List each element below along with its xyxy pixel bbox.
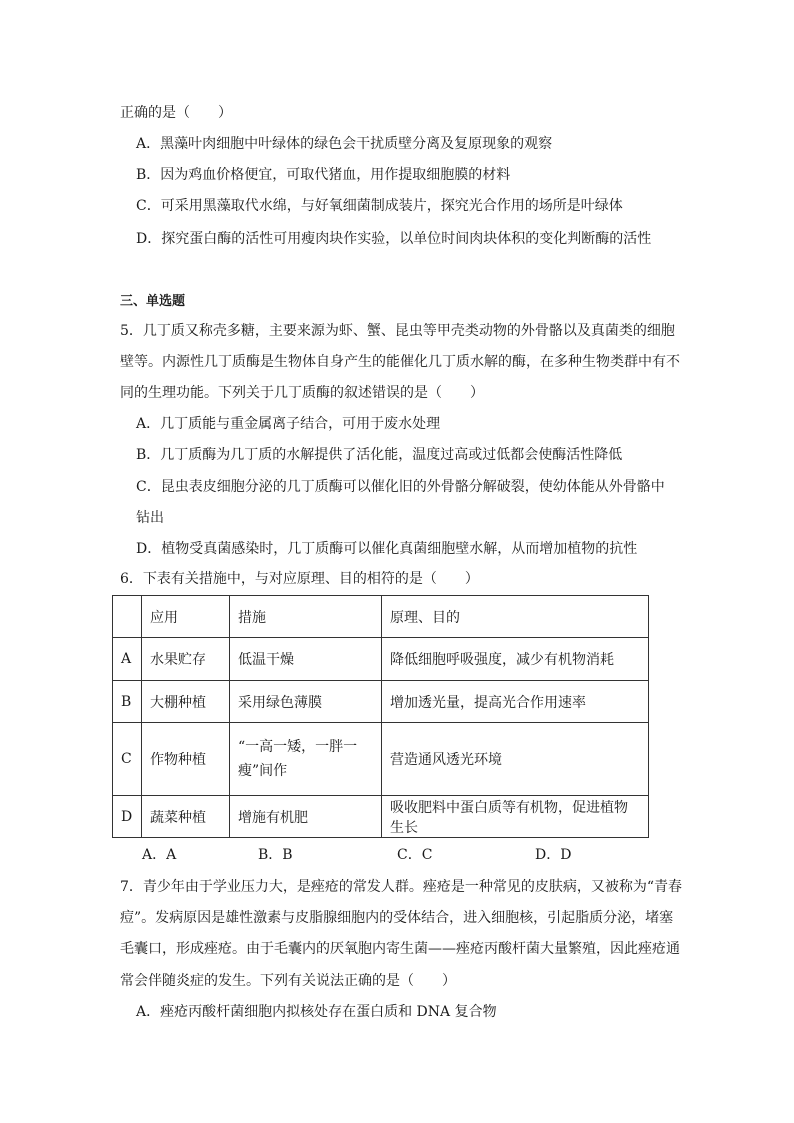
- q4-option-c: C．可采用黑藻取代水绵，与好氧细菌制成装片，探究光合作用的场所是叶绿体: [136, 198, 623, 214]
- q5-option-d: D．植物受真菌感染时，几丁质酶可以催化真菌细胞壁水解，从而增加植物的抗性: [136, 541, 638, 557]
- table-row: [113, 681, 649, 723]
- table-cell: A: [113, 638, 142, 681]
- q6-table: [112, 595, 649, 838]
- table-cell: 营造通风透光环境: [382, 723, 649, 796]
- q4-stem-tail: 正确的是（ ）: [120, 105, 232, 121]
- table-header-cell: 原理、目的: [382, 596, 649, 638]
- q6-choice-c: C．C: [397, 847, 433, 863]
- q5-stem-line-1: 5．几丁质又称壳多糖，主要来源为虾、蟹、昆虫等甲壳类动物的外骨骼以及真菌类的细胞: [120, 323, 675, 339]
- q5-option-a: A．几丁质能与重金属离子结合，可用于废水处理: [136, 416, 441, 432]
- table-row: [113, 796, 649, 838]
- table-cell: 大棚种植: [142, 681, 230, 723]
- table-header-row: [113, 596, 649, 638]
- q4-option-a: A．黑藻叶肉细胞中叶绿体的绿色会干扰质壁分离及复原现象的观察: [136, 136, 553, 152]
- q5-option-c-cont: 钻出: [136, 510, 164, 526]
- table-header-cell: 应用: [142, 596, 230, 638]
- q5-stem-line-2: 壁等。内源性几丁质酶是生物体自身产生的能催化几丁质水解的酶，在多种生物类群中有不: [120, 354, 680, 370]
- table-cell: 吸收肥料中蛋白质等有机物，促进植物生长: [382, 796, 649, 838]
- table-cell: “一高一矮，一胖一瘦”间作: [230, 723, 382, 796]
- q5-option-c: C．昆虫表皮细胞分泌的几丁质酶可以催化旧的外骨骼分解破裂，使幼体能从外骨骼中: [136, 479, 665, 495]
- table-header-cell: 措施: [230, 596, 382, 638]
- table-row: [113, 638, 649, 681]
- table-cell: 蔬菜种植: [142, 796, 230, 838]
- q5-option-b: B．几丁质酶为几丁质的水解提供了活化能，温度过高或过低都会使酶活性降低: [136, 447, 623, 463]
- q4-option-d: D．探究蛋白酶的活性可用瘦肉块作实验，以单位时间肉块体积的变化判断酶的活性: [136, 231, 652, 247]
- table-cell: D: [113, 796, 142, 838]
- table-row: [113, 723, 649, 796]
- table-cell: C: [113, 723, 142, 796]
- table-cell: 增加透光量，提高光合作用速率: [382, 681, 649, 723]
- q7-stem-line-4: 常会伴随炎症的发生。下列有关说法正确的是（ ）: [120, 973, 456, 989]
- q4-option-b: B．因为鸡血价格便宜，可取代猪血，用作提取细胞膜的材料: [136, 167, 511, 183]
- q6-choice-b: B．B: [258, 847, 293, 863]
- table-cell: 增施有机肥: [230, 796, 382, 838]
- q7-stem-line-3: 毛囊口，形成痤疮。由于毛囊内的厌氧胞内寄生菌——痤疮丙酸杆菌大量繁殖，因此痤疮通: [120, 941, 680, 957]
- q7-stem-line-1: 7．青少年由于学业压力大，是痤疮的常发人群。痤疮是一种常见的皮肤病，又被称为“青春: [120, 879, 683, 895]
- table-cell: 采用绿色薄膜: [230, 681, 382, 723]
- table-cell: 低温干燥: [230, 638, 382, 681]
- q6-choice-d: D．D: [535, 847, 572, 863]
- q6-choice-a: A．A: [142, 847, 177, 863]
- q6-stem: 6．下表有关措施中，与对应原理、目的相符的是（ ）: [120, 571, 479, 587]
- table-cell: 水果贮存: [142, 638, 230, 681]
- table-cell: 降低细胞呼吸强度，减少有机物消耗: [382, 638, 649, 681]
- q7-option-a: A．痤疮丙酸杆菌细胞内拟核处存在蛋白质和 DNA 复合物: [136, 1004, 497, 1020]
- table-cell: B: [113, 681, 142, 723]
- table-header-cell: [113, 596, 142, 638]
- section-title: 三、单选题: [120, 294, 186, 309]
- q5-stem-line-3: 同的生理功能。下列关于几丁质酶的叙述错误的是（ ）: [120, 385, 484, 401]
- q7-stem-line-2: 痘”。发病原因是雄性激素与皮脂腺细胞内的受体结合，进入细胞核，引起脂质分泌，堵塞: [120, 910, 674, 926]
- table-cell: 作物种植: [142, 723, 230, 796]
